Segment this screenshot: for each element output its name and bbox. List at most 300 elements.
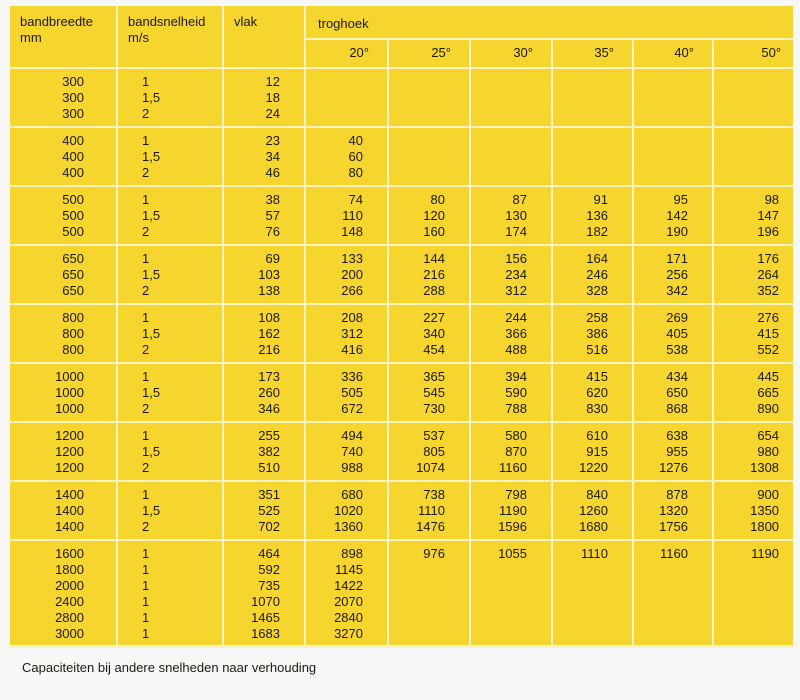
cell-bandsnelheid <box>117 186 223 245</box>
cell-troghoek <box>633 540 713 647</box>
cell-value: 312 <box>341 326 363 341</box>
cell-troghoek <box>388 422 470 481</box>
cell-value: 266 <box>341 283 363 298</box>
cell-value: 464 <box>258 546 280 561</box>
cell-value: 1422 <box>334 578 363 593</box>
cell-value: 1680 <box>579 519 608 534</box>
cell-value: 156 <box>505 251 527 266</box>
cell-value: 138 <box>258 283 280 298</box>
cell-troghoek <box>713 304 793 363</box>
header-troghoek: troghoek <box>305 6 793 39</box>
cell-value: 91 <box>593 192 608 207</box>
cell-troghoek <box>305 245 388 304</box>
cell-value: 196 <box>757 224 780 239</box>
cell-bandbreedte <box>10 481 117 540</box>
cell-bandbreedte <box>10 540 117 647</box>
cell-vlak <box>223 540 305 647</box>
cell-value: 552 <box>757 342 780 357</box>
cell-value: 898 <box>341 546 363 561</box>
cell-value: 216 <box>258 342 280 357</box>
cell-bandsnelheid <box>117 127 223 186</box>
cell-value: 120 <box>423 208 445 223</box>
header-angle: 20° <box>305 39 388 68</box>
cell-value: 1200 <box>55 460 84 475</box>
cell-value: 454 <box>423 342 445 357</box>
cell-value: 336 <box>341 369 363 384</box>
cell-value: 2 <box>142 106 150 121</box>
cell-value: 1596 <box>498 519 527 534</box>
cell-troghoek <box>388 540 470 647</box>
cell-value: 18 <box>265 90 280 105</box>
cell-value: 610 <box>586 428 608 443</box>
table-row-group <box>10 481 793 540</box>
cell-troghoek <box>713 186 793 245</box>
cell-troghoek <box>470 186 552 245</box>
cell-troghoek <box>552 245 633 304</box>
cell-value: 162 <box>258 326 280 341</box>
cell-value: 654 <box>757 428 780 443</box>
cell-value: 672 <box>341 401 363 416</box>
cell-value: 173 <box>258 369 280 384</box>
cell-value: 34 <box>265 149 280 164</box>
cell-value: 988 <box>341 460 363 475</box>
cell-value: 57 <box>265 208 280 223</box>
cell-value: 147 <box>757 208 780 223</box>
cell-troghoek <box>713 68 793 127</box>
cell-value: 1,5 <box>142 444 161 459</box>
cell-troghoek <box>552 68 633 127</box>
cell-value: 1 <box>142 133 150 148</box>
header-label: vlak <box>234 14 258 29</box>
cell-troghoek <box>305 304 388 363</box>
cell-value: 80 <box>348 165 363 180</box>
cell-troghoek <box>305 68 388 127</box>
cell-value: 1 <box>142 74 150 89</box>
header-label: bandbreedte <box>20 14 94 29</box>
cell-value: 516 <box>586 342 608 357</box>
cell-bandsnelheid <box>117 363 223 422</box>
cell-value: 2 <box>142 342 150 357</box>
cell-value: 2 <box>142 460 150 475</box>
cell-troghoek <box>552 422 633 481</box>
cell-value: 1465 <box>251 610 280 625</box>
cell-value: 1 <box>142 369 150 384</box>
cell-value: 24 <box>265 106 280 121</box>
cell-value: 740 <box>341 444 363 459</box>
header-label: bandsnelheid <box>128 14 206 29</box>
cell-troghoek <box>470 304 552 363</box>
cell-bandbreedte <box>10 422 117 481</box>
cell-troghoek <box>305 422 388 481</box>
table-row-group <box>10 304 793 363</box>
cell-value: 288 <box>423 283 445 298</box>
cell-value: 868 <box>666 401 688 416</box>
cell-value: 148 <box>341 224 363 239</box>
cell-value: 244 <box>505 310 527 325</box>
cell-value: 1000 <box>55 369 84 384</box>
cell-value: 108 <box>258 310 280 325</box>
cell-value: 510 <box>258 460 280 475</box>
cell-value: 190 <box>666 224 688 239</box>
cell-troghoek <box>633 363 713 422</box>
cell-value: 1110 <box>581 546 608 561</box>
cell-troghoek <box>633 68 713 127</box>
cell-value: 352 <box>757 283 780 298</box>
cell-value: 1683 <box>251 626 280 641</box>
cell-value: 182 <box>586 224 608 239</box>
cell-bandsnelheid <box>117 245 223 304</box>
cell-value: 735 <box>258 578 280 593</box>
cell-value: 1,5 <box>142 267 161 282</box>
cell-value: 300 <box>62 106 84 121</box>
cell-value: 1070 <box>251 594 280 609</box>
cell-value: 1160 <box>660 546 688 561</box>
cell-value: 1 <box>142 251 150 266</box>
table-row-group <box>10 245 793 304</box>
cell-value: 216 <box>423 267 445 282</box>
cell-value: 23 <box>265 133 280 148</box>
cell-bandsnelheid <box>117 481 223 540</box>
header-angle: 30° <box>470 39 552 68</box>
cell-value: 130 <box>505 208 527 223</box>
cell-value: 1 <box>142 487 150 502</box>
cell-value: 260 <box>258 385 280 400</box>
cell-troghoek <box>305 186 388 245</box>
cell-vlak <box>223 422 305 481</box>
cell-value: 2 <box>142 224 150 239</box>
cell-value: 80 <box>430 192 445 207</box>
cell-vlak <box>223 304 305 363</box>
cell-value: 434 <box>666 369 688 384</box>
cell-value: 74 <box>348 192 363 207</box>
header-angle: 35° <box>552 39 633 68</box>
cell-value: 800 <box>62 310 84 325</box>
cell-value: 1020 <box>334 503 363 518</box>
cell-troghoek <box>713 481 793 540</box>
cell-value: 445 <box>757 369 780 384</box>
cell-value: 620 <box>586 385 608 400</box>
cell-value: 405 <box>666 326 688 341</box>
cell-troghoek <box>633 481 713 540</box>
cell-value: 136 <box>586 208 608 223</box>
cell-value: 342 <box>666 283 688 298</box>
cell-troghoek <box>470 481 552 540</box>
header-angle: 50° <box>713 39 793 68</box>
cell-value: 1220 <box>579 460 608 475</box>
cell-value: 416 <box>341 342 363 357</box>
cell-value: 234 <box>505 267 527 282</box>
cell-value: 312 <box>505 283 527 298</box>
cell-value: 40 <box>348 133 363 148</box>
cell-value: 890 <box>757 401 780 416</box>
cell-value: 800 <box>62 326 84 341</box>
cell-value: 665 <box>757 385 780 400</box>
header-unit: mm <box>20 30 42 45</box>
cell-value: 60 <box>348 149 363 164</box>
cell-value: 258 <box>586 310 608 325</box>
cell-troghoek <box>633 304 713 363</box>
cell-bandsnelheid <box>117 68 223 127</box>
cell-value: 12 <box>265 74 280 89</box>
cell-value: 915 <box>586 444 608 459</box>
table-row-group <box>10 68 793 127</box>
cell-value: 386 <box>586 326 608 341</box>
cell-troghoek <box>305 363 388 422</box>
cell-value: 1350 <box>750 503 780 518</box>
cell-value: 69 <box>265 251 280 266</box>
cell-value: 590 <box>505 385 527 400</box>
cell-value: 650 <box>62 283 84 298</box>
cell-value: 103 <box>258 267 280 282</box>
header-vlak <box>223 6 305 68</box>
capacity-table-panel <box>10 6 793 675</box>
cell-value: 1,5 <box>142 149 161 164</box>
cell-troghoek <box>470 68 552 127</box>
capacity-table <box>10 6 793 700</box>
cell-value: 500 <box>62 192 84 207</box>
cell-value: 840 <box>586 487 608 502</box>
cell-value: 1074 <box>416 460 445 475</box>
cell-value: 400 <box>62 133 84 148</box>
cell-value: 76 <box>265 224 280 239</box>
cell-value: 870 <box>505 444 527 459</box>
header-angle: 40° <box>633 39 713 68</box>
cell-troghoek <box>388 481 470 540</box>
cell-value: 98 <box>764 192 780 207</box>
cell-value: 300 <box>62 74 84 89</box>
cell-value: 955 <box>666 444 688 459</box>
cell-bandsnelheid <box>117 422 223 481</box>
cell-value: 1360 <box>334 519 363 534</box>
cell-value: 1 <box>142 626 150 641</box>
cell-troghoek <box>470 540 552 647</box>
cell-value: 1 <box>142 610 150 625</box>
cell-bandbreedte <box>10 245 117 304</box>
cell-value: 38 <box>265 192 280 207</box>
cell-troghoek <box>388 68 470 127</box>
table-row-group <box>10 186 793 245</box>
cell-troghoek <box>470 422 552 481</box>
cell-value: 1308 <box>750 460 780 475</box>
cell-troghoek <box>713 363 793 422</box>
cell-value: 365 <box>423 369 445 384</box>
cell-value: 1160 <box>499 460 527 475</box>
cell-value: 1400 <box>55 487 84 502</box>
cell-value: 1 <box>142 594 150 609</box>
cell-value: 878 <box>666 487 688 502</box>
cell-value: 702 <box>258 519 280 534</box>
cell-value: 1055 <box>498 546 527 561</box>
cell-value: 87 <box>512 192 527 207</box>
table-row-group <box>10 422 793 481</box>
cell-value: 1400 <box>55 503 84 518</box>
cell-value: 415 <box>757 326 780 341</box>
header-angle: 25° <box>388 39 470 68</box>
cell-vlak <box>223 127 305 186</box>
cell-value: 500 <box>62 224 84 239</box>
cell-troghoek <box>305 481 388 540</box>
cell-value: 1145 <box>335 562 363 577</box>
cell-value: 1 <box>142 562 150 577</box>
cell-value: 142 <box>666 208 688 223</box>
cell-vlak <box>223 186 305 245</box>
cell-troghoek <box>470 245 552 304</box>
header-unit: m/s <box>128 30 149 45</box>
cell-value: 400 <box>62 165 84 180</box>
cell-value: 1190 <box>751 546 780 561</box>
cell-troghoek <box>713 540 793 647</box>
cell-troghoek <box>713 127 793 186</box>
cell-value: 798 <box>505 487 527 502</box>
cell-value: 300 <box>62 90 84 105</box>
cell-value: 525 <box>258 503 280 518</box>
cell-vlak <box>223 481 305 540</box>
cell-value: 2400 <box>55 594 84 609</box>
cell-value: 1 <box>142 192 150 207</box>
cell-value: 46 <box>265 165 280 180</box>
cell-troghoek <box>552 540 633 647</box>
cell-value: 200 <box>341 267 363 282</box>
cell-troghoek <box>470 363 552 422</box>
cell-value: 264 <box>757 267 780 282</box>
cell-troghoek <box>305 127 388 186</box>
cell-value: 800 <box>62 342 84 357</box>
cell-value: 1000 <box>55 401 84 416</box>
cell-bandbreedte <box>10 186 117 245</box>
footer-note: Capaciteiten bij andere snelheden naar verhouding <box>22 660 317 675</box>
cell-value: 227 <box>423 310 445 325</box>
cell-troghoek <box>713 245 793 304</box>
cell-value: 1276 <box>659 460 688 475</box>
cell-value: 328 <box>586 283 608 298</box>
cell-value: 580 <box>505 428 527 443</box>
cell-value: 680 <box>341 487 363 502</box>
cell-value: 1,5 <box>142 90 161 105</box>
cell-troghoek <box>388 245 470 304</box>
cell-value: 1,5 <box>142 503 161 518</box>
cell-value: 1 <box>142 310 150 325</box>
cell-bandbreedte <box>10 304 117 363</box>
cell-troghoek <box>713 422 793 481</box>
cell-value: 1476 <box>416 519 445 534</box>
cell-bandsnelheid <box>117 540 223 647</box>
cell-bandbreedte <box>10 363 117 422</box>
cell-troghoek <box>388 186 470 245</box>
cell-value: 2800 <box>55 610 84 625</box>
cell-value: 1800 <box>55 562 84 577</box>
cell-value: 256 <box>666 267 688 282</box>
cell-value: 171 <box>666 251 688 266</box>
cell-value: 255 <box>258 428 280 443</box>
cell-value: 400 <box>62 149 84 164</box>
cell-value: 1190 <box>499 503 527 518</box>
header-bandbreedte <box>10 6 117 68</box>
table-row-group <box>10 540 793 647</box>
cell-value: 1600 <box>55 546 84 561</box>
cell-value: 592 <box>258 562 280 577</box>
cell-value: 1200 <box>55 428 84 443</box>
cell-value: 133 <box>341 251 363 266</box>
cell-value: 830 <box>586 401 608 416</box>
cell-value: 110 <box>342 208 363 223</box>
cell-value: 95 <box>673 192 688 207</box>
cell-troghoek <box>388 304 470 363</box>
cell-troghoek <box>633 245 713 304</box>
cell-value: 650 <box>62 251 84 266</box>
cell-value: 351 <box>258 487 280 502</box>
cell-value: 1110 <box>418 503 445 518</box>
cell-troghoek <box>633 422 713 481</box>
cell-troghoek <box>552 481 633 540</box>
cell-value: 144 <box>423 251 445 266</box>
cell-value: 976 <box>423 546 445 561</box>
cell-value: 1200 <box>55 444 84 459</box>
cell-value: 494 <box>341 428 363 443</box>
cell-value: 394 <box>505 369 527 384</box>
cell-value: 2 <box>142 401 150 416</box>
cell-value: 1260 <box>579 503 608 518</box>
cell-value: 488 <box>505 342 527 357</box>
cell-value: 2070 <box>334 594 363 609</box>
cell-bandsnelheid <box>117 304 223 363</box>
cell-value: 505 <box>341 385 363 400</box>
cell-value: 1320 <box>659 503 688 518</box>
cell-value: 160 <box>423 224 445 239</box>
cell-troghoek <box>552 127 633 186</box>
cell-value: 2 <box>142 519 150 534</box>
cell-value: 738 <box>423 487 445 502</box>
cell-value: 276 <box>757 310 780 325</box>
cell-value: 1 <box>142 578 150 593</box>
cell-bandbreedte <box>10 68 117 127</box>
cell-value: 1000 <box>55 385 84 400</box>
cell-vlak <box>223 68 305 127</box>
header-bandsnelheid <box>117 6 223 68</box>
cell-value: 805 <box>423 444 445 459</box>
cell-value: 1400 <box>55 519 84 534</box>
cell-value: 900 <box>757 487 780 502</box>
cell-value: 500 <box>62 208 84 223</box>
cell-value: 246 <box>586 267 608 282</box>
cell-troghoek <box>633 186 713 245</box>
cell-value: 176 <box>757 251 780 266</box>
cell-value: 1,5 <box>142 208 161 223</box>
cell-value: 1 <box>142 546 150 561</box>
cell-value: 638 <box>666 428 688 443</box>
cell-value: 545 <box>423 385 445 400</box>
cell-value: 3270 <box>334 626 363 641</box>
cell-value: 340 <box>423 326 445 341</box>
cell-value: 1800 <box>750 519 780 534</box>
cell-value: 1,5 <box>142 385 161 400</box>
cell-troghoek <box>305 540 388 647</box>
cell-value: 3000 <box>55 626 84 641</box>
cell-vlak <box>223 363 305 422</box>
table-row-group <box>10 127 793 186</box>
cell-value: 650 <box>666 385 688 400</box>
cell-value: 1,5 <box>142 326 161 341</box>
cell-value: 164 <box>586 251 608 266</box>
cell-value: 788 <box>505 401 527 416</box>
cell-value: 538 <box>666 342 688 357</box>
cell-value: 2 <box>142 283 150 298</box>
cell-value: 346 <box>258 401 280 416</box>
cell-vlak <box>223 245 305 304</box>
cell-value: 269 <box>666 310 688 325</box>
cell-value: 208 <box>341 310 363 325</box>
cell-troghoek <box>388 363 470 422</box>
cell-value: 980 <box>757 444 780 459</box>
